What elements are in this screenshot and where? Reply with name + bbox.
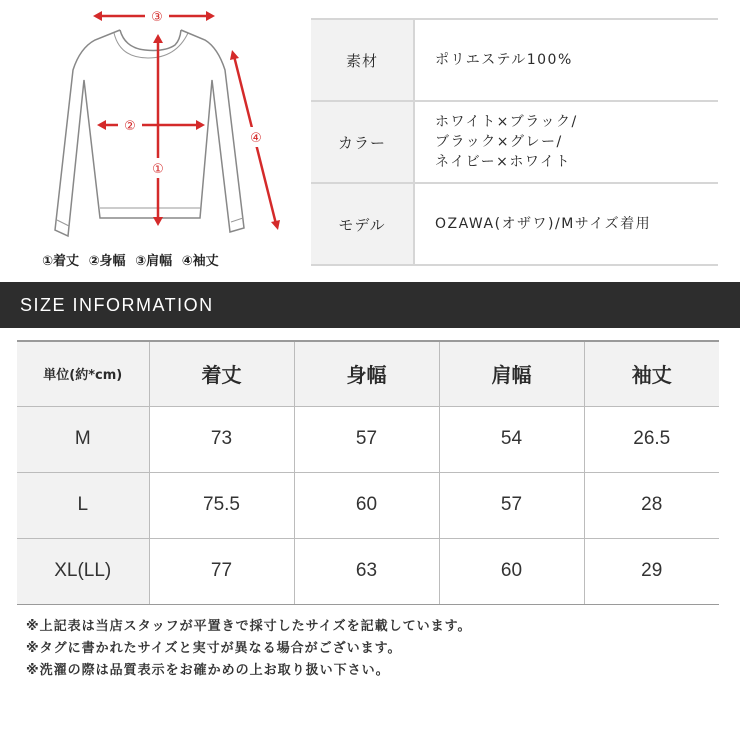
spec-label: 素材 [311,19,414,101]
size-value: 77 [149,538,294,604]
table-row [17,406,719,472]
legend-shoulder: ③肩幅 [135,254,173,269]
size-label: L [17,472,149,538]
size-value: 57 [439,472,584,538]
marker-shoulder: ③ [151,10,163,25]
sleeve-arrow-head-bottom [271,220,280,230]
collar-inner-line [114,33,188,58]
size-value: 29 [584,538,719,604]
product-spec-table [311,18,718,266]
spec-label: モデル [311,183,414,265]
size-value: 75.5 [149,472,294,538]
size-table-header-row [17,341,719,406]
spec-value [414,101,718,183]
spec-row-model [311,183,718,265]
size-label: XL(LL) [17,538,149,604]
right-cuff-line [231,218,243,222]
legend-chest: ②身幅 [88,254,126,269]
length-arrow-head-top [153,34,163,43]
size-value: 73 [149,406,294,472]
spec-value [414,19,718,101]
left-cuff-line [57,220,69,226]
spec-row-color [311,101,718,183]
column-header-length: 着丈 [149,341,294,406]
notes [26,616,472,682]
size-value: 63 [294,538,439,604]
table-row [17,538,719,604]
spec-value-line: ネイビー×ホワイト [435,154,571,170]
spec-label: カラー [311,101,414,183]
unit-label: 単位(約*cm) [17,341,149,406]
collar-outline [120,30,181,50]
note-line: ※タグに書かれたサイズと実寸が異なる場合がございます。 [26,641,402,656]
size-value: 54 [439,406,584,472]
column-header-sleeve: 袖丈 [584,341,719,406]
size-value: 60 [439,538,584,604]
size-value: 60 [294,472,439,538]
marker-length: ① [152,162,164,177]
spec-value [414,183,718,265]
column-header-shoulder: 肩幅 [439,341,584,406]
spec-value-line: ホワイト×ブラック/ [435,114,578,130]
spec-value-line: ブラック×グレー/ [435,134,563,150]
body-outline [55,30,244,236]
size-table [17,340,719,605]
size-value: 28 [584,472,719,538]
shoulder-arrow-head-left [93,11,102,21]
chest-arrow-head-left [97,120,106,130]
legend-length: ①着丈 [42,254,80,269]
sleeve-arrow-head-top [230,50,239,60]
size-information-title: SIZE INFORMATION [20,295,214,315]
shoulder-arrow-head-right [206,11,215,21]
column-header-chest: 身幅 [294,341,439,406]
legend-sleeve: ④袖丈 [181,254,219,269]
length-arrow-head-bottom [153,217,163,226]
note-line: ※上記表は当店スタッフが平置きで採寸したサイズを記載しています。 [26,619,472,634]
size-information-header [0,282,740,328]
spec-value-line: ポリエステル100% [435,52,573,68]
note-line: ※洗濯の際は品質表示をお確かめの上お取り扱い下さい。 [26,663,390,678]
marker-sleeve: ④ [250,131,262,146]
size-label: M [17,406,149,472]
garment-measurement-diagram [0,0,300,280]
marker-chest: ② [124,119,136,134]
diagram-legend [42,250,282,269]
spec-row-material [311,19,718,101]
sweatshirt-outline-icon [0,0,300,250]
table-row [17,472,719,538]
spec-value-line: OZAWA(オザワ)/Mサイズ着用 [435,216,652,232]
size-value: 57 [294,406,439,472]
size-value: 26.5 [584,406,719,472]
chest-arrow-head-right [196,120,205,130]
